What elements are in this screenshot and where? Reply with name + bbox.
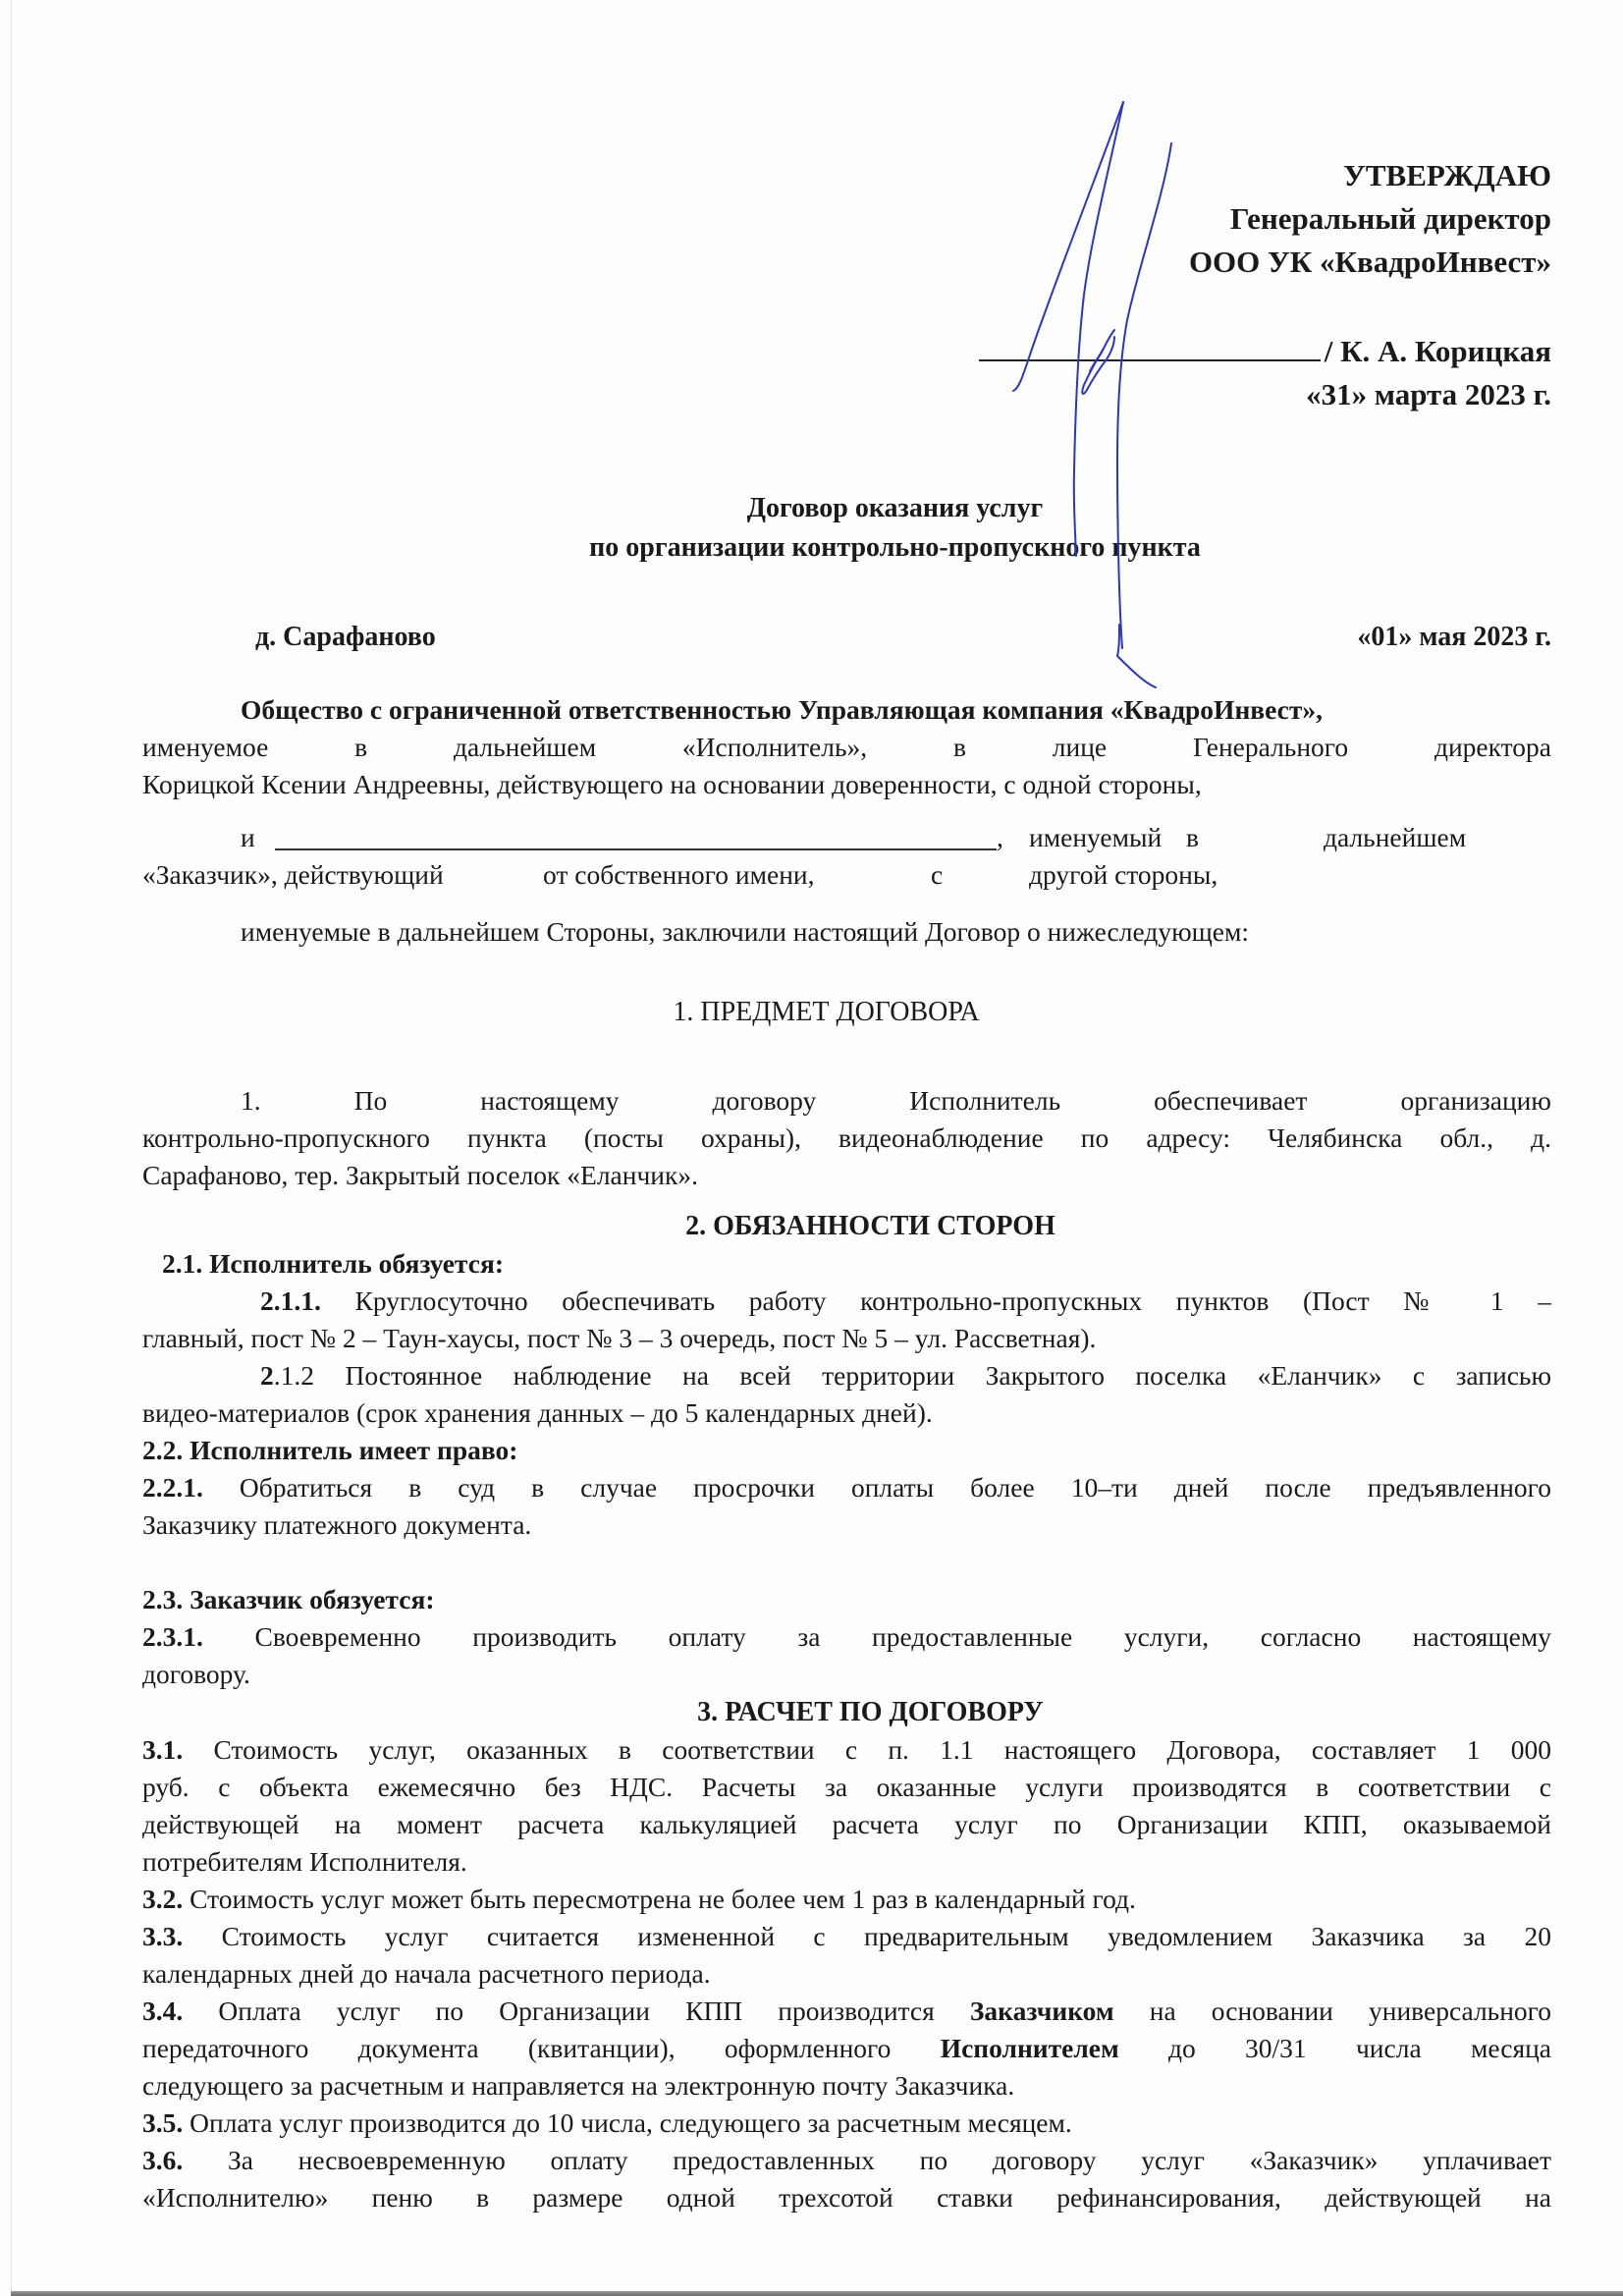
s3-2-line1: [142, 1881, 1551, 1918]
word: договору: [712, 1085, 817, 1116]
clause-text: до 30/31 числа месяца: [1168, 2033, 1552, 2063]
s1-line2: контрольно-пропускного пункта (посты охраны), видеонаблюдение по адресу: Челябинска обл., д.: [142, 1122, 1551, 1153]
s2-1-1-line1: [142, 1283, 1551, 1320]
s2-1-1-line2: главный, пост № 2 – Таун-хаусы, пост № 3 – 3 очередь, пост № 5 – ул. Рассветная).: [142, 1323, 1097, 1353]
word: в: [1186, 822, 1199, 852]
preamble-party2: [142, 819, 1551, 894]
section-1-title: 1. ПРЕДМЕТ ДОГОВОРА: [673, 997, 980, 1027]
approval-block: [864, 154, 1551, 284]
clause-number: 3.3.: [142, 1921, 184, 1951]
clause-text: Стоимость услуг, оказанных в соответствии с п. 1.1 настоящего Договора, составляет 1 000: [213, 1734, 1551, 1765]
section-1-paragraph: [142, 1082, 1551, 1194]
s2-2-1-line1: [142, 1469, 1551, 1506]
scan-left-edge: [11, 0, 12, 2292]
word: По: [353, 1085, 388, 1116]
s1-line3: Сарафаново, тер. Закрытый поселок «Еланчик».: [142, 1160, 699, 1190]
word: обеспечивает: [1154, 1085, 1308, 1116]
clause-number: 2.3.1.: [142, 1621, 203, 1652]
word: именуемое: [142, 732, 269, 762]
spacer: [142, 1544, 1551, 1581]
document-title: Договор оказания услуг: [746, 493, 1044, 523]
clause-number: 3.2.: [142, 1884, 184, 1914]
party1-line3: Корицкой Ксении Андреевны, действующего на основании доверенности, с одной стороны,: [142, 769, 1202, 799]
clause-text: Оплата услуг производится до 10 числа, следующего за расчетным месяцем.: [189, 2107, 1072, 2138]
clause-number: 3.4.: [142, 1995, 184, 2026]
s2-2-1-line2: Заказчику платежного документа.: [142, 1509, 532, 1540]
section-3-body: [142, 1731, 1551, 2216]
clause-emphasis: Заказчиком: [969, 1995, 1114, 2026]
s3-1-line4: потребителям Исполнителя.: [142, 1846, 467, 1877]
s3-4-line1: [142, 1993, 1551, 2030]
clause-number: 3.1.: [142, 1734, 184, 1765]
clause-number: 3.6.: [142, 2145, 184, 2175]
s3-3-line2: календарных дней до начала расчетного периода.: [142, 1958, 711, 1989]
clause-number: 2.1.1.: [260, 1285, 321, 1316]
clause-emphasis: Исполнителем: [940, 2033, 1119, 2063]
clause-text: Оплата услуг по Организации КПП производится: [218, 1995, 935, 2026]
approval-signatory: / К. А. Корицкая: [1324, 334, 1551, 368]
s2-1-2-line2: видео-материалов (срок хранения данных – до 5 календарных дней).: [142, 1397, 933, 1428]
section-2-body: [142, 1245, 1551, 1693]
party2-text: с: [931, 859, 944, 890]
clause-text: передаточного документа (квитанции), оформленного: [142, 2033, 892, 2063]
document-date: «01» мая 2023 г.: [1357, 622, 1551, 652]
clause-text: Стоимость услуг считается измененной с предварительным уведомлением Заказчика за 20: [221, 1921, 1552, 1951]
section-3-title: 3. РАСЧЕТ ПО ДОГОВОРУ: [697, 1697, 1044, 1727]
party2-text: другой стороны,: [1029, 859, 1218, 890]
word: именуемый: [1029, 822, 1163, 852]
word: в: [354, 732, 368, 762]
word: 1.: [241, 1085, 261, 1116]
party2-prefix: и: [241, 822, 255, 852]
preamble-conclusion: именуемые в дальнейшем Стороны, заключили настоящий Договор о нижеследующем:: [241, 916, 1250, 947]
clause-text: Постоянное наблюдение на всей территории Закрытого поселка «Еланчик» с записью: [345, 1360, 1552, 1391]
s2-3-heading: 2.3. Заказчик обязуется:: [142, 1584, 435, 1614]
party2-line2: [142, 856, 1551, 894]
s3-6-line2: «Исполнителю» пеню в размере одной трехсотой ставки рефинансирования, действующей на: [142, 2182, 1551, 2213]
approval-date: «31» марта 2023 г.: [1306, 377, 1551, 411]
clause-text: Своевременно производить оплату за предоставленные услуги, согласно настоящему: [254, 1621, 1551, 1652]
word: в: [952, 732, 966, 762]
customer-name-blank[interactable]: [275, 823, 997, 850]
approval-company: ООО УК «КвадроИнвест»: [1188, 245, 1551, 279]
word: дальнейшем: [1324, 822, 1467, 852]
party2-text: от собственного имени,: [543, 859, 815, 890]
document-subtitle: по организации контрольно-пропускного пункта: [589, 532, 1201, 563]
scan-bottom-edge: [11, 2291, 1623, 2296]
party1-line2: [142, 729, 1551, 766]
s3-4-line2: [142, 2030, 1551, 2067]
s3-5-line1: [142, 2105, 1551, 2142]
word: лице: [1052, 732, 1108, 762]
signature-line: [979, 330, 1321, 361]
s3-1-line1: [142, 1731, 1551, 1769]
approval-heading: УТВЕРЖДАЮ: [1343, 158, 1551, 192]
word: организацию: [1400, 1085, 1551, 1116]
approval-signature-row: [864, 330, 1551, 373]
s3-1-line3: действующей на момент расчета калькуляцией расчета услуг по Организации КПП, оказываемой: [142, 1809, 1551, 1839]
clause-number-rest: .1.2: [273, 1360, 314, 1391]
approval-position: Генеральный директор: [1229, 201, 1551, 236]
s3-4-line3: следующего за расчетным и направляется на электронную почту Заказчика.: [142, 2070, 1015, 2101]
s2-3-1-line2: договору.: [142, 1659, 250, 1689]
s1-line1: [142, 1082, 1551, 1120]
party2-text: «Заказчик», действующий: [142, 859, 444, 890]
clause-number: 2: [260, 1360, 274, 1391]
s3-3-line1: [142, 1918, 1551, 1955]
word: Генерального: [1192, 732, 1349, 762]
word: «Исполнитель»,: [681, 732, 868, 762]
clause-number: 2.2.1.: [142, 1472, 203, 1503]
document-place: д. Сарафаново: [255, 622, 436, 652]
s2-1-heading: 2.1. Исполнитель обязуется:: [162, 1248, 504, 1279]
s2-2-heading: 2.2. Исполнитель имеет право:: [142, 1435, 518, 1465]
section-2-title: 2. ОБЯЗАННОСТИ СТОРОН: [685, 1211, 1055, 1241]
clause-text: Круглосуточно обеспечивать работу контрольно-пропускных пунктов (Пост № 1 –: [354, 1285, 1551, 1316]
s3-1-line2: руб. с объекта ежемесячно без НДС. Расчеты за оказанные услуги производятся в соответствии с: [142, 1772, 1551, 1802]
s2-1-2-line1: [142, 1357, 1551, 1394]
clause-text: на основании универсального: [1149, 1995, 1552, 2026]
party1-name: Общество с ограниченной ответственностью Управляющая компания «КвадроИнвест»,: [241, 694, 1324, 725]
clause-number: 3.5.: [142, 2107, 184, 2138]
word: дальнейшем: [453, 732, 597, 762]
s3-6-line1: [142, 2142, 1551, 2179]
word: директора: [1434, 732, 1551, 762]
preamble-party1: [142, 691, 1551, 803]
comma: ,: [997, 822, 1003, 852]
word: настоящему: [480, 1085, 620, 1116]
word: Исполнитель: [909, 1085, 1061, 1116]
party2-line1: [142, 819, 1551, 856]
s2-3-1-line1: [142, 1618, 1551, 1656]
clause-text: Стоимость услуг может быть пересмотрена не более чем 1 раз в календарный год.: [189, 1884, 1136, 1914]
clause-text: За несвоевременную оплату предоставленных по договору услуг «Заказчик» уплачивает: [227, 2145, 1552, 2175]
clause-text: Обратиться в суд в случае просрочки оплаты более 10–ти дней после предъявленного: [239, 1472, 1552, 1503]
